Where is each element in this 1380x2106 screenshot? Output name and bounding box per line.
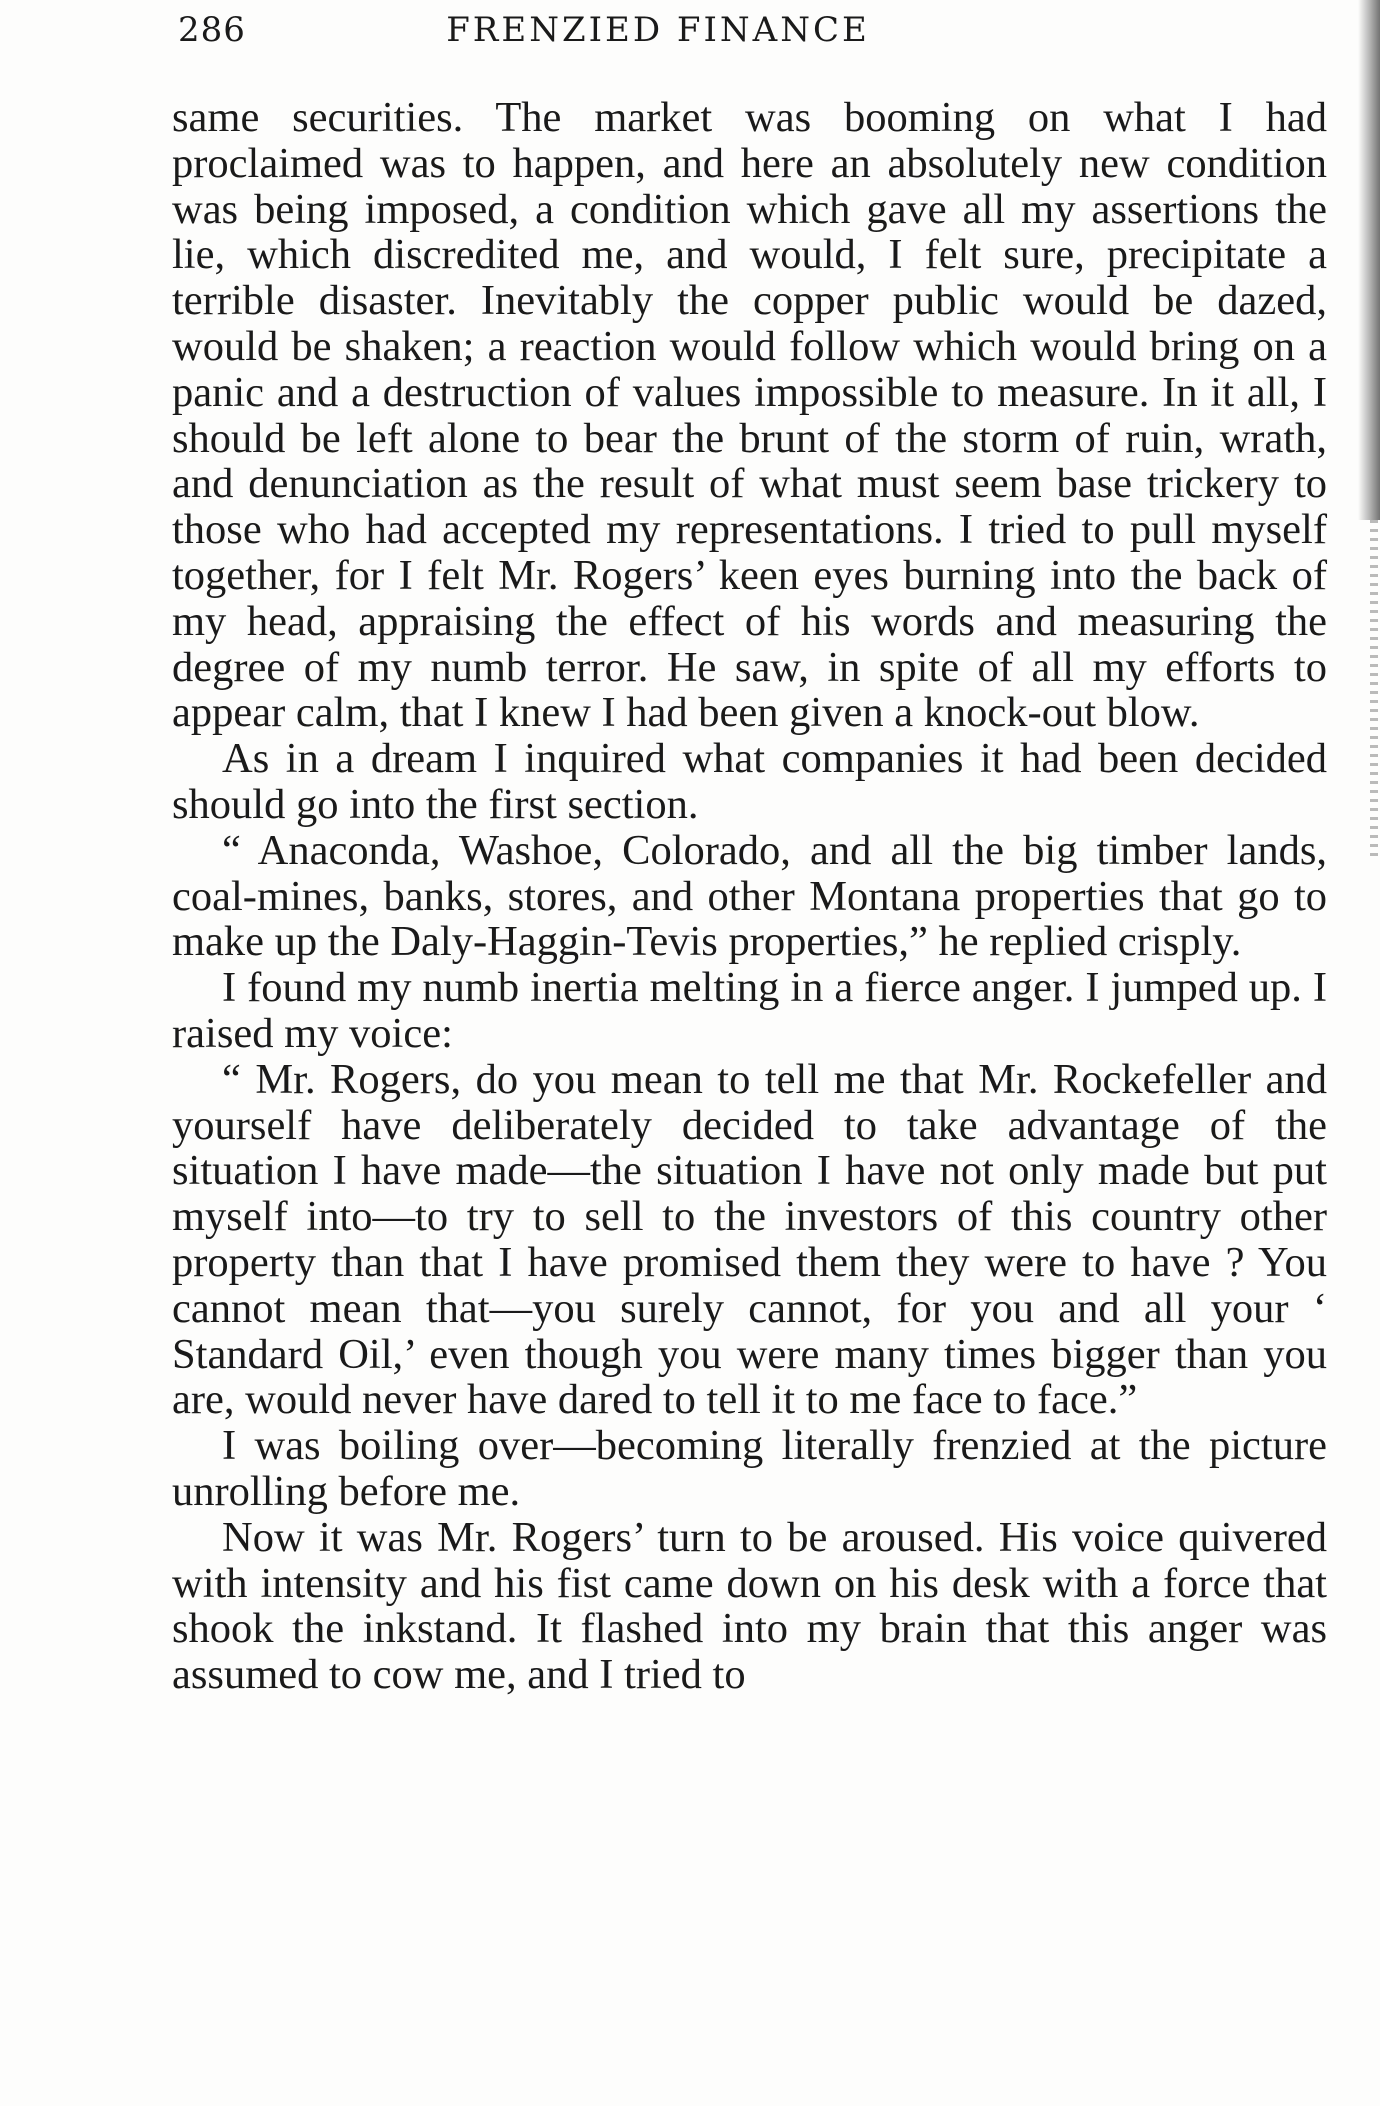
paragraph: As in a dream I inquired what companies it had been decided should go into the first section. xyxy=(172,735,1327,828)
page-edge-shadow xyxy=(1358,0,1380,520)
page-number: 286 xyxy=(178,10,246,50)
body-text xyxy=(172,95,1327,1698)
paragraph: “ Mr. Rogers, do you mean to tell me that Mr. Rockefeller and yourself have deliberately decided to take advantage of the situation I have made—the situation I have not only made but put myself into—to try to sell to the investors of this country other property than that I have promised them they were to have ? You cannot mean that—you surely cannot, for you and all your ‘ Standard Oil,’ even though you were many times bigger than you are, would never have dared to tell it to me face to face.” xyxy=(172,1055,1327,1424)
paragraph: I was boiling over—becoming literally frenzied at the picture unrolling before me. xyxy=(172,1422,1327,1515)
paragraph: I found my numb inertia melting in a fierce anger. I jumped up. I raised my voice: xyxy=(172,964,1327,1057)
paragraph: Now it was Mr. Rogers’ turn to be aroused. His voice quivered with intensity and his fist came down on his desk with a force that shook the inkstand. It flashed into my brain that this anger was assumed to cow me, and I tried to xyxy=(172,1513,1327,1699)
page-edge-speckle xyxy=(1370,520,1378,860)
paragraph-continued: same securities. The market was booming on what I had proclaimed was to happen, and here an absolutely new condition was being imposed, a condition which gave all my assertions the lie, which discredited me, and would, I felt sure, precipitate a terrible disaster. Inevitably the copper public would be dazed, would be shaken; a reaction would follow which would bring on a panic and a destruction of values impossible to measure. In it all, I should be left alone to bear the brunt of the storm of ruin, wrath, and denunciation as the result of what must seem base trickery to those who had accepted my representations. I tried to pull myself together, for I felt Mr. Rogers’ keen eyes burning into the back of my head, appraising the effect of his words and measuring the degree of my numb terror. He saw, in spite of all my efforts to appear calm, that I knew I had been given a knock-out blow. xyxy=(172,94,1327,737)
running-head: FRENZIED FINANCE xyxy=(446,10,870,50)
page-header xyxy=(178,10,1338,58)
paragraph: “ Anaconda, Washoe, Colorado, and all the big timber lands, coal-mines, banks, stores, and other Montana properties that go to make up the Daly-Haggin-Tevis properties,” he replied crisply. xyxy=(172,826,1327,966)
